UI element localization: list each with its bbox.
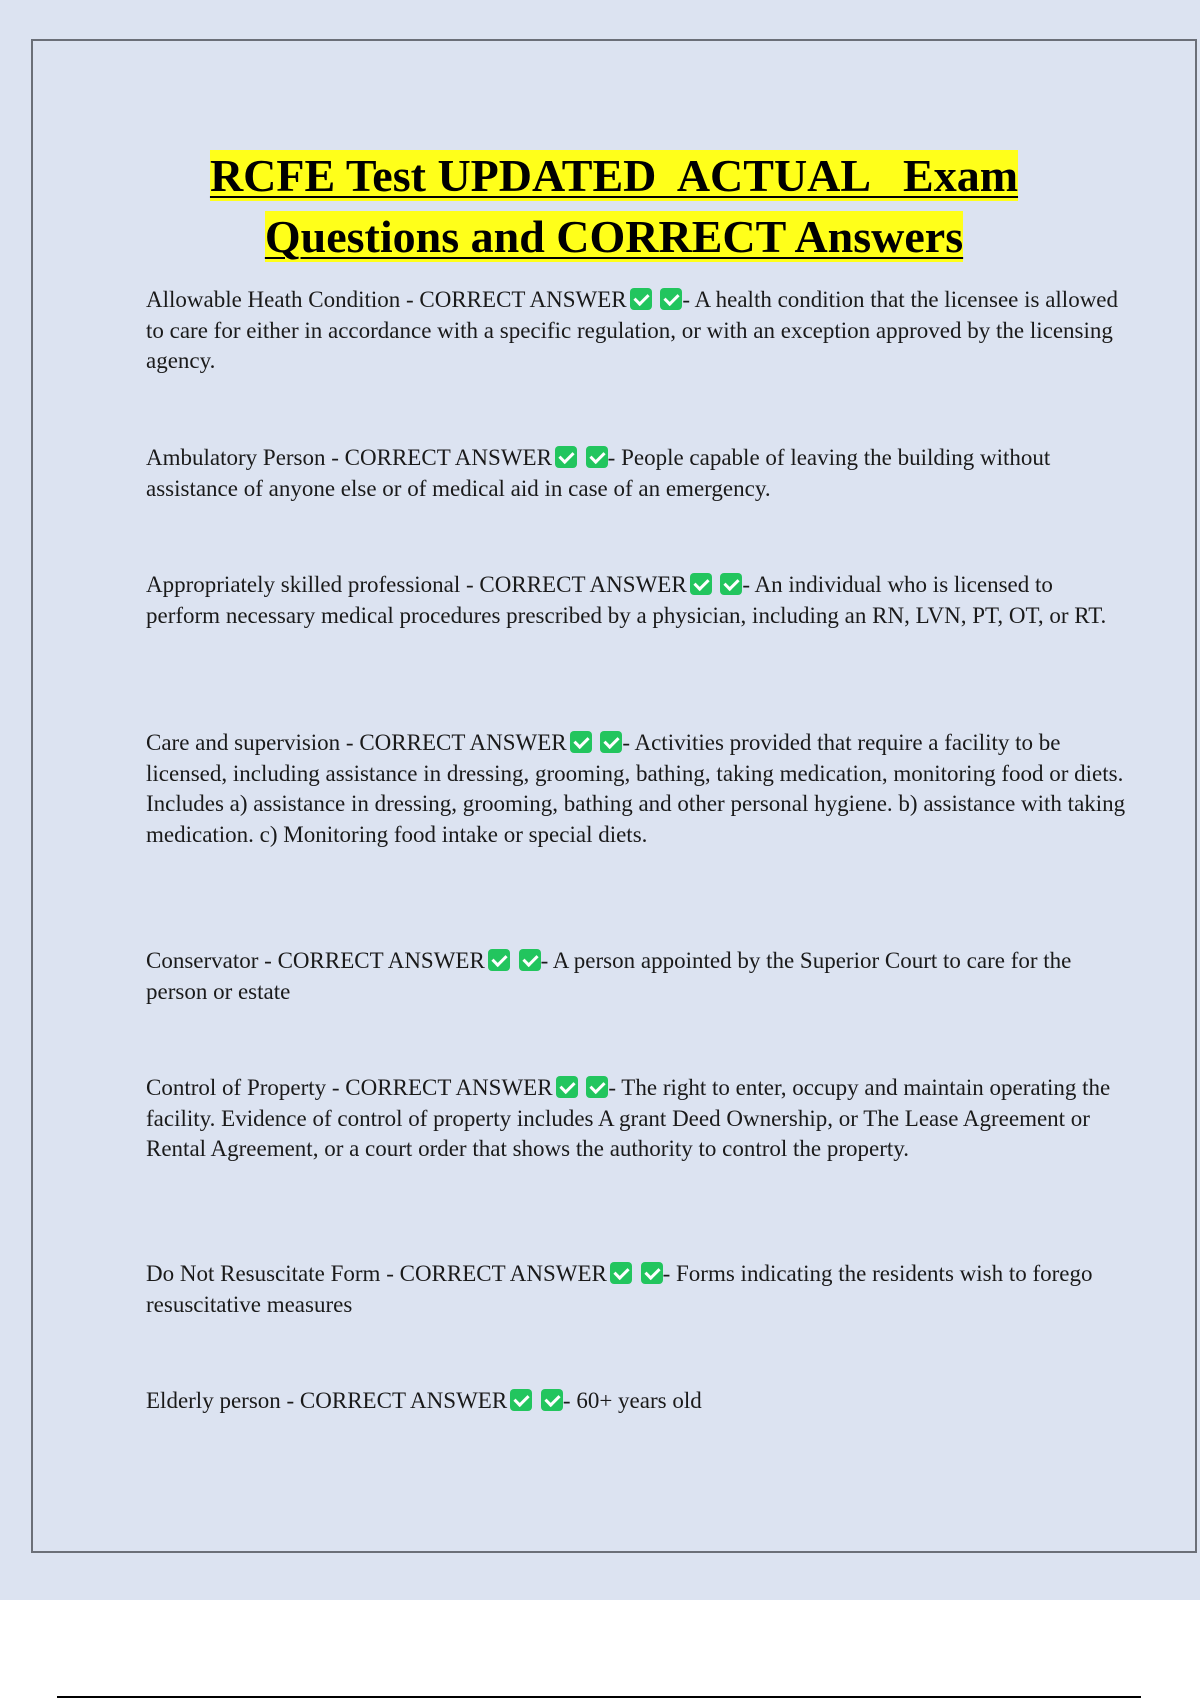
footer-divider bbox=[57, 1696, 1141, 1698]
qa-entry bbox=[146, 285, 1126, 377]
qa-entry bbox=[146, 728, 1126, 850]
entry-term: Control of Property - CORRECT ANSWER bbox=[146, 1075, 553, 1100]
document-title bbox=[33, 145, 1195, 267]
entry-definition: - Activities provided that require a facility to be licensed, including assistance in dressing, grooming, bathing, taking medication, monitoring food or diets. Includes a) assistance in dressing, grooming, bathing and other personal hygiene. b) assistance with taking medication. c) Monitoring food intake or special diets. bbox=[146, 730, 1126, 847]
green-checkmark-icon bbox=[519, 949, 541, 971]
entry-definition: - A person appointed by the Superior Court to care for the person or estate bbox=[146, 948, 1072, 1004]
entry-definition: - A health condition that the licensee is allowed to care for either in accordance with a specific regulation, or with an exception approved by the licensing agency. bbox=[146, 287, 1119, 373]
qa-entry bbox=[146, 1386, 1126, 1417]
entry-term: Care and supervision - CORRECT ANSWER bbox=[146, 730, 567, 755]
qa-entry bbox=[146, 946, 1126, 1007]
qa-entry bbox=[146, 1259, 1126, 1320]
green-checkmark-icon bbox=[720, 573, 742, 595]
entry-term: Conservator - CORRECT ANSWER bbox=[146, 948, 485, 973]
title-line-1: RCFE Test UPDATED ACTUAL Exam bbox=[209, 150, 1019, 201]
green-checkmark-icon bbox=[630, 288, 652, 310]
document-border bbox=[31, 39, 1197, 1553]
green-checkmark-icon bbox=[555, 446, 577, 468]
entry-definition: - The right to enter, occupy and maintain operating the facility. Evidence of control of property includes A grant Deed Ownership, or The Lease Agreement or Rental Agreement, or a court order that shows the authority to control the property. bbox=[146, 1075, 1111, 1161]
title-line-2: Questions and CORRECT Answers bbox=[264, 211, 964, 262]
green-checkmark-icon bbox=[600, 731, 622, 753]
entry-term: Do Not Resuscitate Form - CORRECT ANSWER bbox=[146, 1261, 607, 1286]
qa-entry bbox=[146, 443, 1126, 504]
entry-term: Allowable Heath Condition - CORRECT ANSWER bbox=[146, 287, 627, 312]
green-checkmark-icon bbox=[541, 1389, 563, 1411]
green-checkmark-icon bbox=[690, 573, 712, 595]
entry-term: Elderly person - CORRECT ANSWER bbox=[146, 1388, 508, 1413]
green-checkmark-icon bbox=[586, 1076, 608, 1098]
entry-term: Appropriately skilled professional - CORRECT ANSWER bbox=[146, 572, 687, 597]
green-checkmark-icon bbox=[556, 1076, 578, 1098]
green-checkmark-icon bbox=[660, 288, 682, 310]
entry-definition: - An individual who is licensed to perform necessary medical procedures prescribed by a physician, including an RN, LVN, PT, OT, or RT. bbox=[146, 572, 1107, 628]
entry-definition: - People capable of leaving the building without assistance of anyone else or of medical aid in case of an emergency. bbox=[146, 445, 1051, 501]
qa-entry bbox=[146, 570, 1126, 631]
green-checkmark-icon bbox=[488, 949, 510, 971]
green-checkmark-icon bbox=[610, 1262, 632, 1284]
green-checkmark-icon bbox=[641, 1262, 663, 1284]
entry-definition: - Forms indicating the residents wish to forego resuscitative measures bbox=[146, 1261, 1093, 1317]
entry-term: Ambulatory Person - CORRECT ANSWER bbox=[146, 445, 552, 470]
entry-definition: - 60+ years old bbox=[562, 1388, 702, 1413]
green-checkmark-icon bbox=[570, 731, 592, 753]
qa-entry bbox=[146, 1073, 1126, 1165]
green-checkmark-icon bbox=[510, 1389, 532, 1411]
green-checkmark-icon bbox=[586, 446, 608, 468]
